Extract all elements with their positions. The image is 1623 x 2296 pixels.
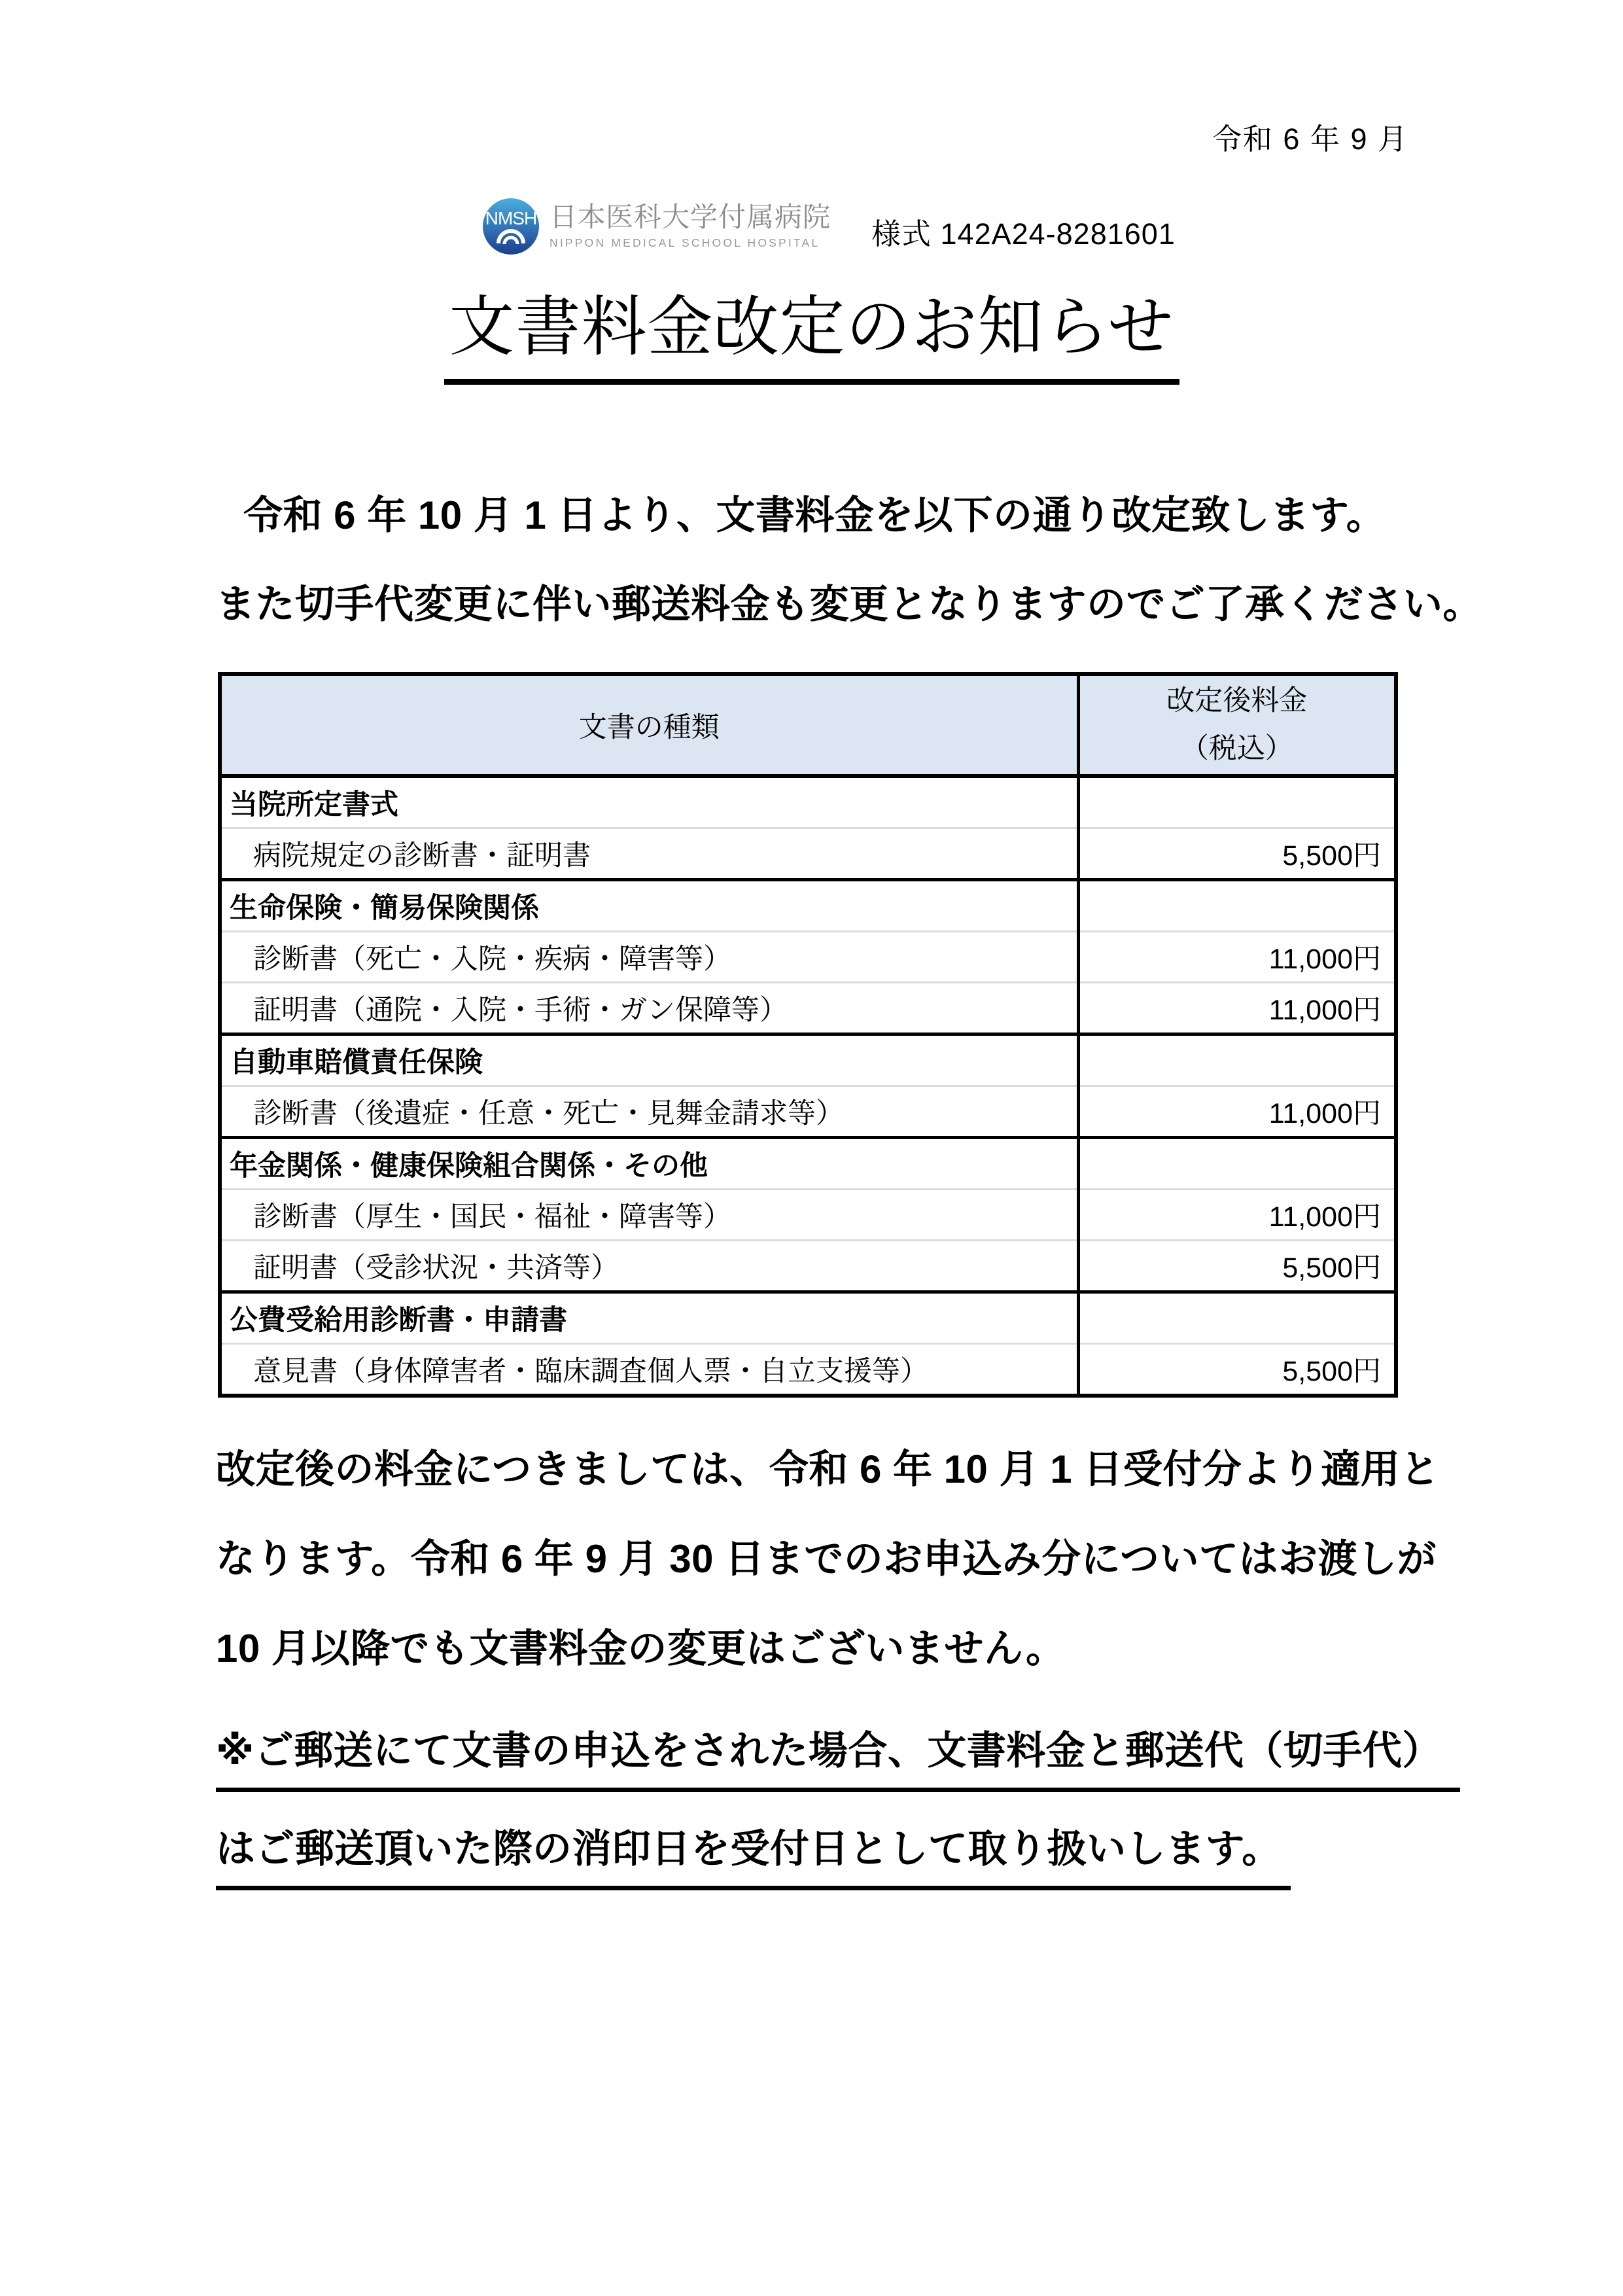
fee-table — [218, 672, 1398, 1398]
price-value: 11,000円 — [1078, 983, 1396, 1034]
mail-note-line-2 — [216, 1818, 1291, 1890]
fee-table-section-row — [220, 776, 1396, 828]
fee-table-section-row — [220, 880, 1396, 932]
price-value: 11,000円 — [1078, 1086, 1396, 1138]
item-label: 診断書（厚生・国民・福祉・障害等） — [220, 1190, 1078, 1241]
page-title: 文書料金改定のお知らせ — [444, 293, 1179, 385]
title-wrap — [0, 293, 1623, 385]
column-header-price-line2: （税込） — [1180, 733, 1293, 764]
fee-table-header-row — [220, 674, 1396, 776]
body-line-2: なります。令和 6 年 9 月 30 日までのお申込み分についてはお渡しが — [216, 1537, 1437, 1581]
fee-table-item-row — [220, 828, 1396, 880]
price-value — [1078, 1034, 1396, 1086]
column-header-price-line1: 改定後料金 — [1166, 685, 1308, 716]
price-value: 11,000円 — [1078, 932, 1396, 983]
intro-line-2: また切手代変更に伴い郵送料金も変更となりますのでご了承ください。 — [216, 582, 1482, 626]
fee-table-section-row — [220, 1034, 1396, 1086]
item-label: 診断書（死亡・入院・疾病・障害等） — [220, 932, 1078, 983]
price-value: 5,500円 — [1078, 828, 1396, 880]
price-value — [1078, 776, 1396, 828]
fee-table-item-row — [220, 932, 1396, 983]
mail-note-line-1 — [216, 1720, 1460, 1792]
form-number: 様式 142A24-8281601 — [871, 217, 1176, 251]
intro-line-1: 令和 6 年 10 月 1 日より、文書料金を以下の通り改定致します。 — [243, 493, 1386, 537]
section-label: 自動車賠償責任保険 — [220, 1034, 1078, 1086]
section-label: 年金関係・健康保険組合関係・その他 — [220, 1138, 1078, 1190]
price-value — [1078, 1292, 1396, 1344]
mail-note-line-2-text: はご郵送頂いた際の消印日を受付日として取り扱いします。 — [216, 1818, 1291, 1890]
item-label: 診断書（後遺症・任意・死亡・見舞金請求等） — [220, 1086, 1078, 1138]
column-header-document-type: 文書の種類 — [220, 674, 1078, 776]
document-date: 令和 6 年 9 月 — [1212, 122, 1408, 156]
fee-table-item-row — [220, 1190, 1396, 1241]
body-line-3: 10 月以降でも文書料金の変更はございません。 — [216, 1627, 1066, 1670]
fee-table-item-row — [220, 1086, 1396, 1138]
section-label: 当院所定書式 — [220, 776, 1078, 828]
fee-table-section-row — [220, 1138, 1396, 1190]
column-header-revised-price — [1078, 674, 1396, 776]
mail-note-line-1-text: ※ご郵送にて文書の申込をされた場合、文書料金と郵送代（切手代） — [216, 1720, 1460, 1792]
hospital-brand — [483, 198, 1176, 255]
fee-table-section-row — [220, 1292, 1396, 1344]
price-value: 11,000円 — [1078, 1190, 1396, 1241]
item-label: 意見書（身体障害者・臨床調査個人票・自立支援等） — [220, 1344, 1078, 1396]
fee-table-item-row — [220, 1344, 1396, 1396]
hospital-name-jp: 日本医科大学付属病院 — [550, 202, 831, 232]
section-label: 公費受給用診断書・申請書 — [220, 1292, 1078, 1344]
hospital-name-en: NIPPON MEDICAL SCHOOL HOSPITAL — [550, 236, 820, 249]
item-label: 病院規定の診断書・証明書 — [220, 828, 1078, 880]
fee-table-item-row — [220, 983, 1396, 1034]
item-label: 証明書（受診状況・共済等） — [220, 1241, 1078, 1292]
svg-text:NMSH: NMSH — [485, 208, 537, 228]
fee-table-item-row — [220, 1241, 1396, 1292]
nmsh-logo-icon — [483, 198, 539, 255]
price-value: 5,500円 — [1078, 1241, 1396, 1292]
price-value — [1078, 880, 1396, 932]
price-value — [1078, 1138, 1396, 1190]
body-line-1: 改定後の料金につきましては、令和 6 年 10 月 1 日受付分より適用と — [216, 1447, 1440, 1491]
item-label: 証明書（通院・入院・手術・ガン保障等） — [220, 983, 1078, 1034]
section-label: 生命保険・簡易保険関係 — [220, 880, 1078, 932]
hospital-name-block — [550, 202, 831, 250]
price-value: 5,500円 — [1078, 1344, 1396, 1396]
